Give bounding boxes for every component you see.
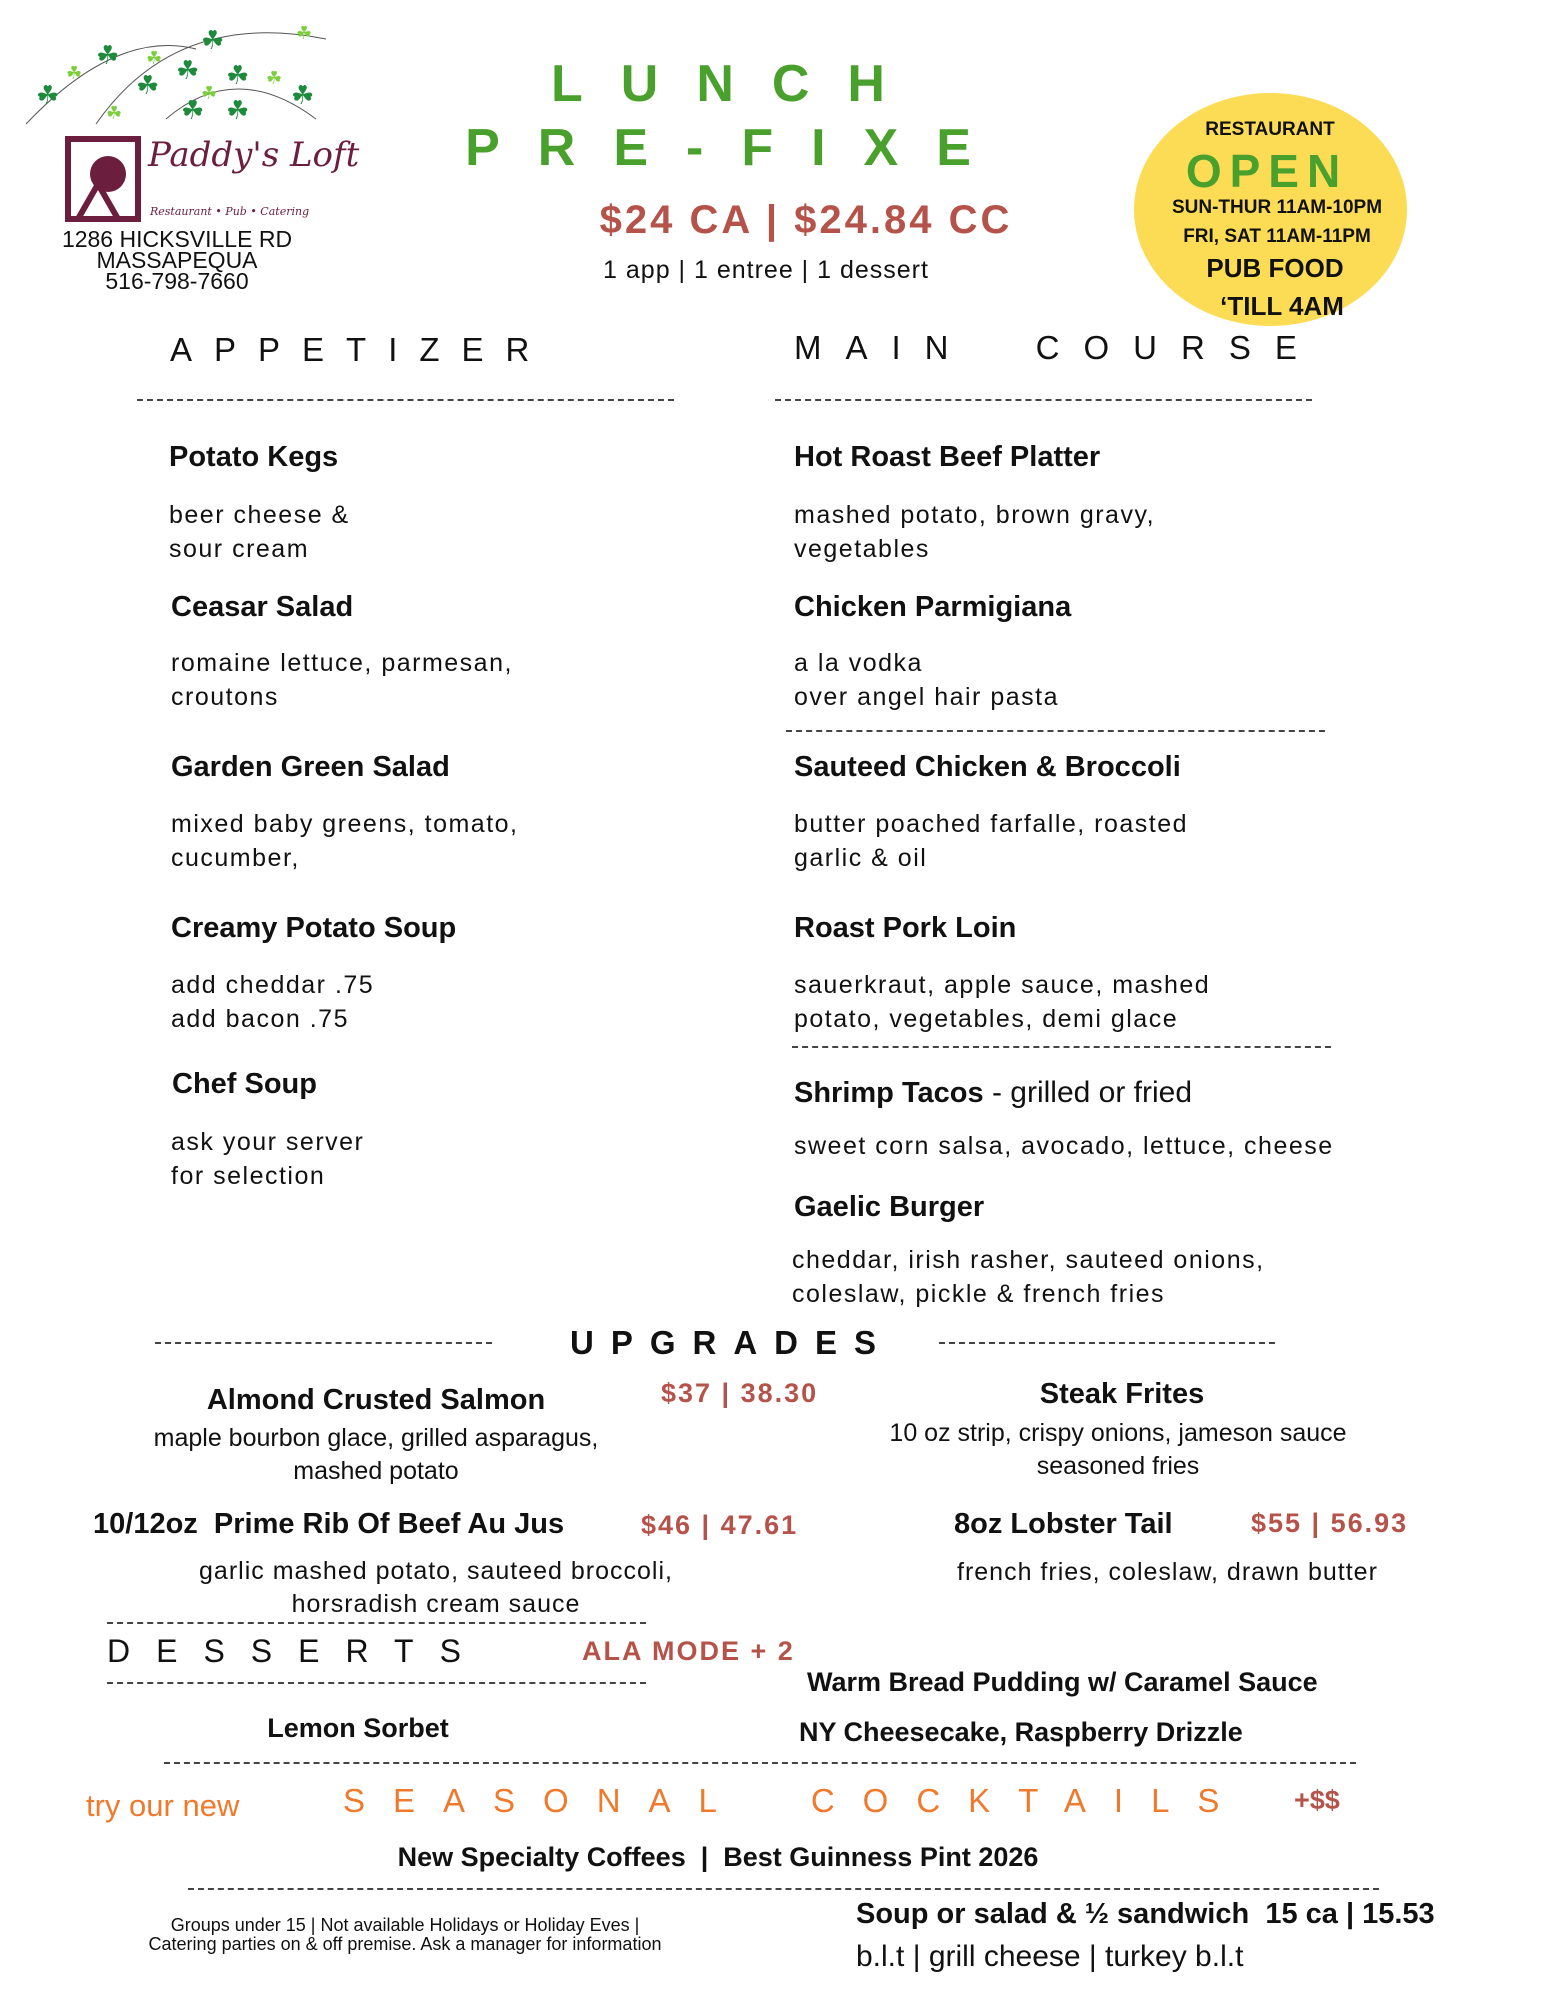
footer-note-line: Catering parties on & off premise. Ask a manager for information	[148, 1934, 662, 1954]
appetizer-name: Potato Kegs	[169, 441, 339, 473]
address-city: MASSAPEQUA	[96, 247, 258, 273]
cocktails-prefix: try our new	[86, 1788, 240, 1823]
svg-text:☘: ☘	[266, 68, 283, 89]
upgrade-name: 10/12oz Prime Rib Of Beef Au Jus	[93, 1508, 565, 1540]
specialty-line: New Specialty Coffees | Best Guinness Pint 2026	[397, 1842, 1039, 1872]
upgrade-desc: maple bourbon glace, grilled asparagus, mashed potato	[153, 1424, 599, 1485]
main-course-heading: MAIN COURSE	[794, 329, 1321, 366]
svg-text:☘: ☘	[176, 56, 200, 86]
upgrade-name: Steak Frites	[1039, 1378, 1205, 1410]
address-street: 1286 HICKSVILLE RD	[61, 226, 293, 252]
upgrade-name: 8oz Lobster Tail	[954, 1508, 1173, 1540]
footer-note	[149, 1916, 662, 1954]
logo-tagline: Restaurant • Pub • Catering	[150, 205, 310, 218]
logo	[58, 134, 360, 224]
logo-name: Paddy's Loft	[148, 135, 360, 175]
svg-text:☘: ☘	[106, 103, 123, 124]
upgrade-desc: french fries, coleslaw, drawn butter	[957, 1558, 1378, 1586]
divider	[155, 1342, 492, 1344]
shamrock-garland-icon	[26, 19, 336, 129]
svg-text:☘: ☘	[36, 81, 60, 111]
lunch-special: Soup or salad & ½ sandwich 15 ca | 15.53	[856, 1898, 1435, 1930]
svg-text:☘: ☘	[226, 96, 250, 126]
divider	[188, 1888, 1379, 1890]
main-name: Sauteed Chicken & Broccoli	[794, 751, 1181, 783]
main-desc: butter poached farfalle, roasted garlic & oil	[794, 810, 1189, 872]
badge-pub-food: PUB FOOD	[1206, 253, 1344, 283]
cocktails-heading: SEASONAL COCKTAILS	[343, 1782, 1248, 1819]
svg-text:☘: ☘	[181, 96, 205, 126]
divider	[786, 730, 1325, 732]
upgrade-desc: 10 oz strip, crispy onions, jameson sauce seasoned fries	[889, 1419, 1347, 1480]
badge-till-4am: ‘TILL 4AM	[1220, 291, 1344, 321]
dessert-item: Warm Bread Pudding w/ Caramel Sauce	[807, 1667, 1318, 1697]
upgrade-price: $46 | 47.61	[641, 1510, 799, 1540]
divider	[137, 399, 674, 401]
cocktails-price: +$$	[1294, 1785, 1340, 1815]
prefixe-subtitle: 1 app | 1 entree | 1 dessert	[603, 256, 929, 284]
svg-text:☘: ☘	[296, 23, 313, 44]
badge-label: RESTAURANT	[1205, 119, 1335, 140]
badge-open: OPEN	[1185, 145, 1349, 197]
main-desc: a la vodka over angel hair pasta	[794, 649, 1059, 711]
appetizer-desc: ask your server for selection	[171, 1128, 365, 1190]
appetizer-name: Ceasar Salad	[171, 591, 354, 623]
footer-note-line: Groups under 15 | Not available Holidays or Holiday Eves |	[170, 1915, 640, 1935]
divider	[107, 1682, 646, 1684]
appetizer-desc: add cheddar .75 add bacon .75	[171, 971, 375, 1033]
main-desc: sauerkraut, apple sauce, mashed potato, vegetables, demi glace	[794, 971, 1211, 1033]
svg-text:☘: ☘	[201, 26, 225, 56]
main-item-shrimp-tacos	[794, 1078, 1192, 1108]
ala-mode-price: ALA MODE + 2	[582, 1636, 795, 1666]
appetizer-desc: beer cheese & sour cream	[169, 501, 350, 563]
title-lunch: LUNCH	[551, 55, 923, 113]
appetizer-name: Creamy Potato Soup	[171, 912, 457, 944]
hours-badge	[1134, 93, 1407, 326]
upgrade-desc: garlic mashed potato, sauteed broccoli, horsradish cream sauce	[199, 1557, 673, 1618]
main-name: Roast Pork Loin	[794, 912, 1017, 944]
divider	[792, 1046, 1331, 1048]
appetizer-desc: mixed baby greens, tomato, cucumber,	[171, 810, 519, 872]
svg-text:☘: ☘	[146, 48, 163, 69]
desserts-heading: DESSERTS	[107, 1633, 487, 1669]
address	[61, 226, 293, 294]
main-desc: mashed potato, brown gravy, vegetables	[794, 501, 1156, 563]
appetizer-heading: APPETIZER	[170, 331, 552, 368]
upgrade-name: Almond Crusted Salmon	[206, 1384, 546, 1416]
main-name: Chicken Parmigiana	[794, 591, 1072, 623]
svg-text:☘: ☘	[291, 81, 315, 111]
logo-illustration-icon	[58, 134, 153, 224]
dessert-item: NY Cheesecake, Raspberry Drizzle	[799, 1717, 1243, 1747]
divider	[164, 1762, 1356, 1764]
badge-hours-weekend: FRI, SAT 11AM-11PM	[1183, 226, 1371, 247]
divider	[107, 1622, 646, 1624]
svg-text:☘: ☘	[66, 63, 83, 84]
main-name: Hot Roast Beef Platter	[794, 441, 1101, 473]
upgrade-price: $55 | 56.93	[1251, 1508, 1409, 1538]
prefixe-price: $24 CA | $24.84 CC	[599, 198, 1013, 242]
appetizer-name: Garden Green Salad	[171, 751, 450, 783]
svg-text:☘: ☘	[226, 61, 250, 91]
divider	[939, 1342, 1275, 1344]
svg-text:☘: ☘	[136, 71, 160, 101]
lunch-special-options: b.l.t | grill cheese | turkey b.l.t	[856, 1940, 1244, 1973]
title-prefixe: PRE-FIXE	[465, 119, 1009, 177]
appetizer-name: Chef Soup	[172, 1068, 317, 1100]
divider	[775, 399, 1312, 401]
main-name: Shrimp Tacos	[794, 1077, 984, 1109]
main-desc: cheddar, irish rasher, sauteed onions, coleslaw, pickle & french fries	[792, 1246, 1265, 1308]
upgrades-heading: UPGRADES	[570, 1324, 894, 1361]
upgrade-price: $37 | 38.30	[661, 1378, 819, 1408]
main-desc: sweet corn salsa, avocado, lettuce, cheese	[794, 1132, 1334, 1160]
appetizer-desc: romaine lettuce, parmesan, croutons	[171, 649, 513, 711]
svg-text:☘: ☘	[96, 41, 120, 71]
main-name: Gaelic Burger	[794, 1191, 985, 1223]
address-phone: 516-798-7660	[105, 268, 249, 294]
badge-hours-weekday: SUN-THUR 11AM-10PM	[1171, 197, 1383, 218]
svg-text:☘: ☘	[201, 83, 218, 104]
dessert-item: Lemon Sorbet	[267, 1713, 449, 1743]
main-name-suffix: - grilled or fried	[983, 1076, 1193, 1109]
